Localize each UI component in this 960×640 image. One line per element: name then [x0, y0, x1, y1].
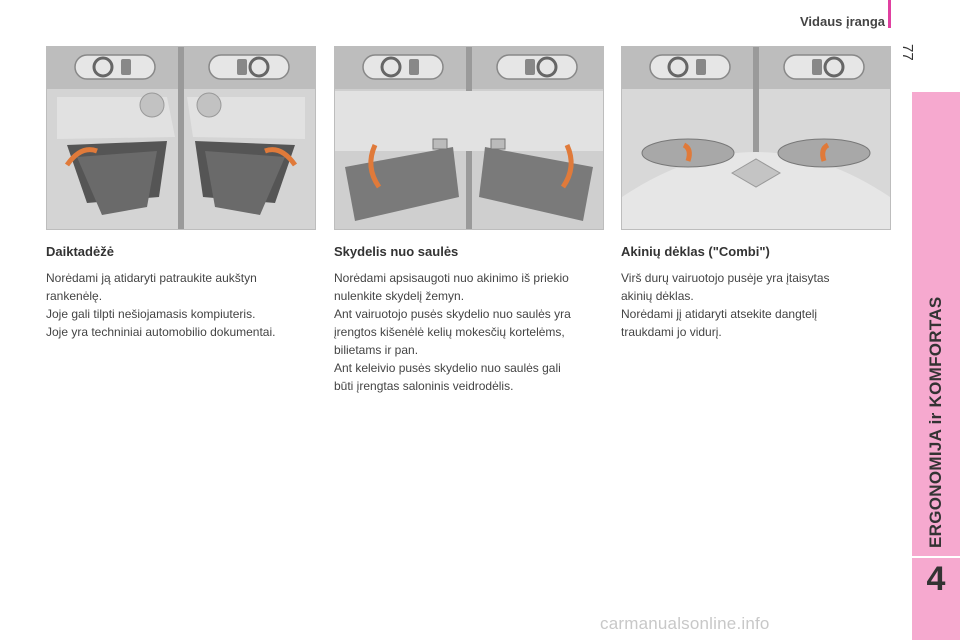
glove-box-heading: Daiktadėžė	[46, 244, 114, 259]
sun-visor-line: Norėdami apsisaugoti nuo akinimo iš priekio	[334, 271, 569, 285]
glasses-case-line: akinių dėklas.	[621, 289, 694, 303]
glasses-case-heading: Akinių dėklas ("Combi")	[621, 244, 770, 259]
glove-box-line: rankenėlę.	[46, 289, 103, 303]
header-accent-bar	[888, 0, 891, 28]
page-header-title: Vidaus įranga	[799, 14, 885, 29]
section-glasses-case	[621, 46, 891, 341]
section-sun-visor	[334, 46, 604, 395]
glasses-case-text	[621, 269, 891, 341]
sun-visor-line: įrengtos kišenėlė kelių mokesčių kortelėms,	[334, 325, 565, 339]
sun-visor-text	[334, 269, 604, 395]
glasses-case-line: Norėdami jį atidaryti atsekite dangtelį	[621, 307, 818, 321]
chapter-title: ERGONOMIJA ir KOMFORTAS	[926, 296, 945, 548]
section-glove-box	[46, 46, 316, 341]
glasses-case-line: traukdami jo vidurį.	[621, 325, 722, 339]
sun-visor-illustration	[334, 46, 604, 230]
sun-visor-line: bilietams ir pan.	[334, 343, 419, 357]
sun-visor-line: Ant vairuotojo pusės skydelio nuo saulės yra	[334, 307, 571, 321]
glove-box-line: Norėdami ją atidaryti patraukite aukštyn	[46, 271, 257, 285]
page-number: 77	[899, 44, 916, 61]
sun-visor-heading: Skydelis nuo saulės	[334, 244, 459, 259]
glove-box-line: Joje yra techniniai automobilio dokumentai.	[46, 325, 276, 339]
sun-visor-line: būti įrengtas saloninis veidrodėlis.	[334, 379, 514, 393]
glove-box-illustration	[46, 46, 316, 230]
sun-visor-line: Ant keleivio pusės skydelio nuo saulės gali	[334, 361, 561, 375]
glove-box-text	[46, 269, 316, 341]
glove-box-line: Joje gali tilpti nešiojamasis kompiuteris.	[46, 307, 256, 321]
watermark: carmanualsonline.info	[600, 614, 770, 633]
glasses-case-illustration	[621, 46, 891, 230]
sun-visor-line: nulenkite skydelį žemyn.	[334, 289, 465, 303]
chapter-number: 4	[926, 560, 946, 598]
side-tab-divider	[912, 556, 960, 558]
glasses-case-line: Virš durų vairuotojo pusėje yra įtaisytas	[621, 271, 830, 285]
